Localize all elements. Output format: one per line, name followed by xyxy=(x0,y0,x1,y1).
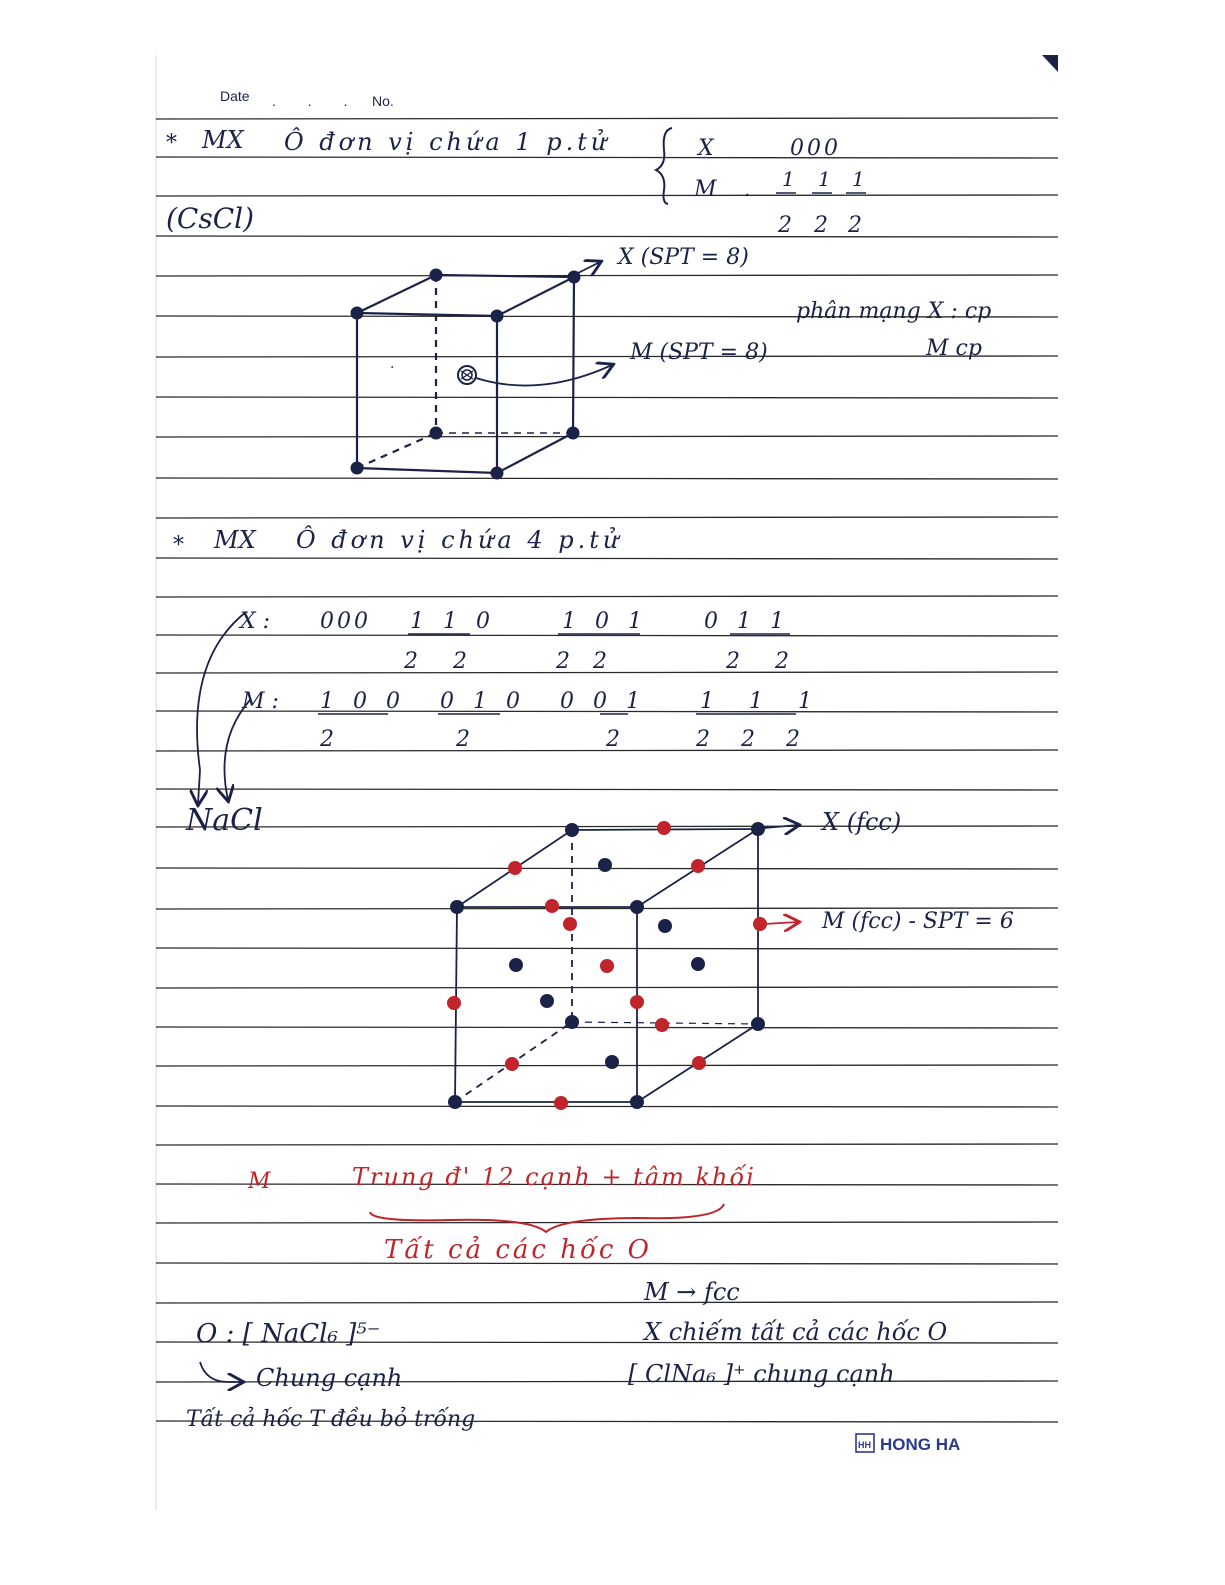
x-group-3-den: 2 2 xyxy=(556,649,615,674)
no-label: No. xyxy=(372,93,394,109)
bottom-right-3: [ ClNa₆ ]⁺ chung cạnh xyxy=(628,1360,895,1388)
label-x-fcc: X (fcc) xyxy=(822,808,902,836)
coord-m-num-2: 1 xyxy=(818,167,831,191)
nacl-x-atom xyxy=(751,822,765,836)
m-group-1: 1 0 0 xyxy=(320,689,406,714)
cscl-corner-atom xyxy=(491,310,504,323)
nacl-x-atom xyxy=(630,1095,644,1109)
nacl-x-atom xyxy=(450,900,464,914)
nacl-m-atom xyxy=(505,1057,519,1071)
nacl-m-atom xyxy=(655,1018,669,1032)
label-x-spt8: X (SPT = 8) xyxy=(618,245,749,270)
m-group-3-den: 2 xyxy=(606,727,620,752)
section1-example: (CsCl) xyxy=(166,202,255,235)
red-note-line2: Tất cả các hốc O xyxy=(384,1235,652,1265)
m-group-1-den: 2 xyxy=(320,727,334,752)
red-note-m: M xyxy=(248,1169,271,1194)
bottom-left-2: Chung cạnh xyxy=(256,1364,403,1392)
nacl-m-atom xyxy=(508,861,522,875)
cscl-corner-atom xyxy=(430,427,443,440)
m-group-3: 0 0 1 xyxy=(560,689,646,714)
nacl-x-atom xyxy=(630,900,644,914)
cscl-corner-atom xyxy=(491,467,504,480)
coord-m-den-2: 2 xyxy=(814,213,828,238)
date-label: Date xyxy=(220,88,250,104)
label-m-spt8: M (SPT = 8) xyxy=(630,340,768,365)
nacl-x-atom xyxy=(565,1015,579,1029)
bottom-left-3: Tất cả hốc T đều bỏ trống xyxy=(186,1407,476,1432)
brand-badge: HH xyxy=(858,1440,871,1450)
nacl-x-atom xyxy=(658,919,672,933)
x-group-1: 000 xyxy=(320,609,371,634)
cscl-corner-atom xyxy=(351,307,364,320)
x-group-4: 0 1 1 xyxy=(704,609,790,634)
nacl-x-atom xyxy=(751,1017,765,1031)
nacl-x-atom xyxy=(598,858,612,872)
nacl-m-atom xyxy=(630,995,644,1009)
cscl-center-atom xyxy=(458,366,476,384)
cscl-corner-atom xyxy=(430,269,443,282)
label-sublattice-x: phân mạng X : cp xyxy=(796,299,992,324)
nacl-x-atom xyxy=(605,1055,619,1069)
label-sublattice-m: M cp xyxy=(926,336,982,361)
nacl-m-atom xyxy=(692,1056,706,1070)
nacl-x-atom xyxy=(540,994,554,1008)
nacl-m-atom xyxy=(691,859,705,873)
cscl-corner-atom xyxy=(351,462,364,475)
brand-name: HONG HA xyxy=(880,1435,961,1454)
coord-x-label: X xyxy=(698,136,714,161)
nacl-x-atom xyxy=(509,958,523,972)
nacl-x-atom xyxy=(565,823,579,837)
coord-x-value: 000 xyxy=(790,136,841,161)
section2-star: * xyxy=(173,533,184,558)
section1-star: * xyxy=(166,131,177,156)
section1-title: Ô đơn vị chứa 1 p.tử xyxy=(284,128,611,156)
m-group-2: 0 1 0 xyxy=(440,689,526,714)
paper-sheet xyxy=(156,55,1060,1510)
nacl-x-atom xyxy=(691,957,705,971)
svg-text:·: · xyxy=(390,360,395,376)
section2-example: NaCl xyxy=(186,803,263,838)
nacl-m-atom xyxy=(447,996,461,1010)
nacl-m-atom xyxy=(600,959,614,973)
coord-m-den-1: 2 xyxy=(778,213,792,238)
bottom-right-2: X chiếm tất cả các hốc O xyxy=(644,1318,948,1346)
x-group-2-den: 2 2 xyxy=(404,649,481,674)
nacl-x-atom xyxy=(448,1095,462,1109)
coord-m-num-3: 1 xyxy=(852,167,865,191)
nacl-m-atom xyxy=(545,899,559,913)
bottom-right-1: M → fcc xyxy=(644,1278,740,1306)
x-group-4-den: 2 2 xyxy=(726,649,803,674)
nacl-m-atom xyxy=(554,1096,568,1110)
nacl-m-atom xyxy=(657,821,671,835)
m-group-2-den: 2 xyxy=(456,727,470,752)
section2-formula: MX xyxy=(214,526,256,554)
section2-title: Ô đơn vị chứa 4 p.tử xyxy=(296,526,623,554)
coord-m-den-3: 2 xyxy=(848,213,862,238)
label-m-fcc: M (fcc) - SPT = 6 xyxy=(822,909,1014,934)
cscl-corner-atom xyxy=(567,427,580,440)
nacl-m-atom xyxy=(563,917,577,931)
date-dots: . . . xyxy=(272,93,362,109)
svg-text:.: . xyxy=(744,177,751,201)
red-note-line1: Trung đ' 12 cạnh + tâm khối xyxy=(352,1163,756,1191)
bottom-left-1: O : [ NaCl₆ ]⁵⁻ xyxy=(196,1319,381,1349)
m-row-label: M : xyxy=(242,689,279,714)
coord-m-num-1: 1 xyxy=(782,167,795,191)
section1-formula: MX xyxy=(202,126,244,154)
coord-m-label: M xyxy=(694,177,717,202)
x-row-label: X : xyxy=(240,609,271,634)
x-group-3: 1 0 1 xyxy=(562,609,648,634)
m-group-4-den: 2 2 2 xyxy=(696,727,812,752)
x-group-2: 1 1 0 xyxy=(410,609,496,634)
m-group-4: 1 1 1 xyxy=(700,689,826,714)
